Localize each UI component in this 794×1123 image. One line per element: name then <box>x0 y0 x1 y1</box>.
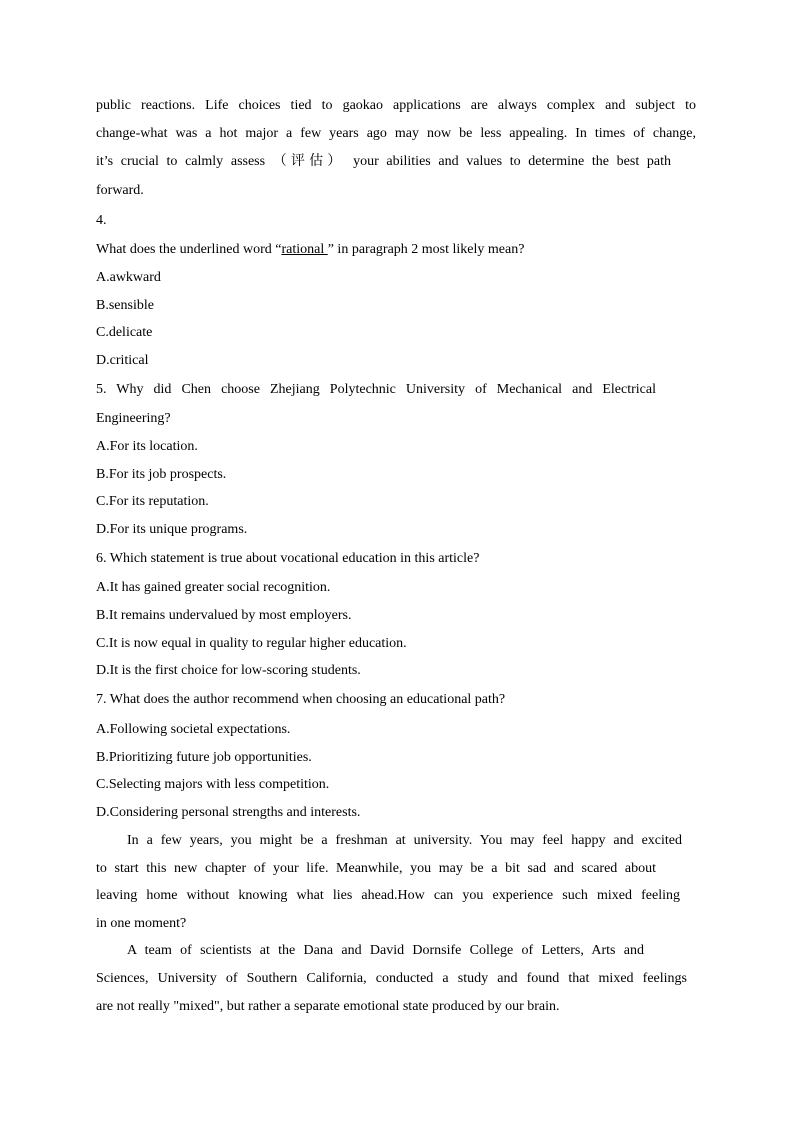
passage-line: A team of scientists at the Dana and David Dornsife College of Letters, Arts and <box>127 943 644 958</box>
passage-line: Sciences, University of Southern California, conducted a study and found that mixed feelings <box>96 971 687 986</box>
answer-option: D.It is the first choice for low-scoring students. <box>96 663 361 678</box>
answer-option: C.Selecting majors with less competition. <box>96 777 330 792</box>
question-stem: 6. Which statement is true about vocational education in this article? <box>96 551 480 566</box>
answer-option: D.For its unique programs. <box>96 522 248 537</box>
answer-option: C.It is now equal in quality to regular higher education. <box>96 636 407 651</box>
answer-option: B.sensible <box>96 298 154 313</box>
answer-option: B.For its job prospects. <box>96 467 227 482</box>
question-stem-text: ” in paragraph 2 most likely mean? <box>327 242 525 257</box>
passage-line: In a few years, you might be a freshman at university. You may feel happy and excited <box>127 833 682 848</box>
passage-line: change-what was a hot major a few years ago may now be less appealing. In times of change, <box>96 126 696 141</box>
answer-option: A.For its location. <box>96 439 198 454</box>
passage-line: to start this new chapter of your life. Meanwhile, you may be a bit sad and scared about <box>96 861 656 876</box>
answer-option: D.critical <box>96 353 149 368</box>
passage-line: forward. <box>96 183 144 198</box>
answer-option: C.For its reputation. <box>96 494 209 509</box>
question-stem: Engineering? <box>96 411 171 426</box>
answer-option: A.awkward <box>96 270 161 285</box>
question-stem: 5. Why did Chen choose Zhejiang Polytechnic University of Mechanical and Electrical <box>96 382 656 397</box>
question-stem: 7. What does the author recommend when choosing an educational path? <box>96 692 506 707</box>
answer-option: C.delicate <box>96 325 153 340</box>
passage-line: public reactions. Life choices tied to gaokao applications are always complex and subject to <box>96 98 696 113</box>
answer-option: A.Following societal expectations. <box>96 722 291 737</box>
underlined-word: rational <box>281 242 328 257</box>
passage-line: leaving home without knowing what lies ahead.How can you experience such mixed feeling <box>96 888 680 903</box>
passage-line: it’s crucial to calmly assess （评估） your abilities and values to determine the best path <box>96 154 671 169</box>
answer-option: B.It remains undervalued by most employers. <box>96 608 352 623</box>
answer-option: D.Considering personal strengths and interests. <box>96 805 361 820</box>
question-stem <box>96 241 696 259</box>
answer-option: B.Prioritizing future job opportunities. <box>96 750 312 765</box>
question-stem-text: What does the underlined word “ <box>96 242 282 257</box>
answer-option: A.It has gained greater social recognition. <box>96 580 331 595</box>
passage-line: in one moment? <box>96 916 187 931</box>
passage-line: are not really "mixed", but rather a separate emotional state produced by our brain. <box>96 999 560 1014</box>
question-number: 4. <box>96 213 107 228</box>
